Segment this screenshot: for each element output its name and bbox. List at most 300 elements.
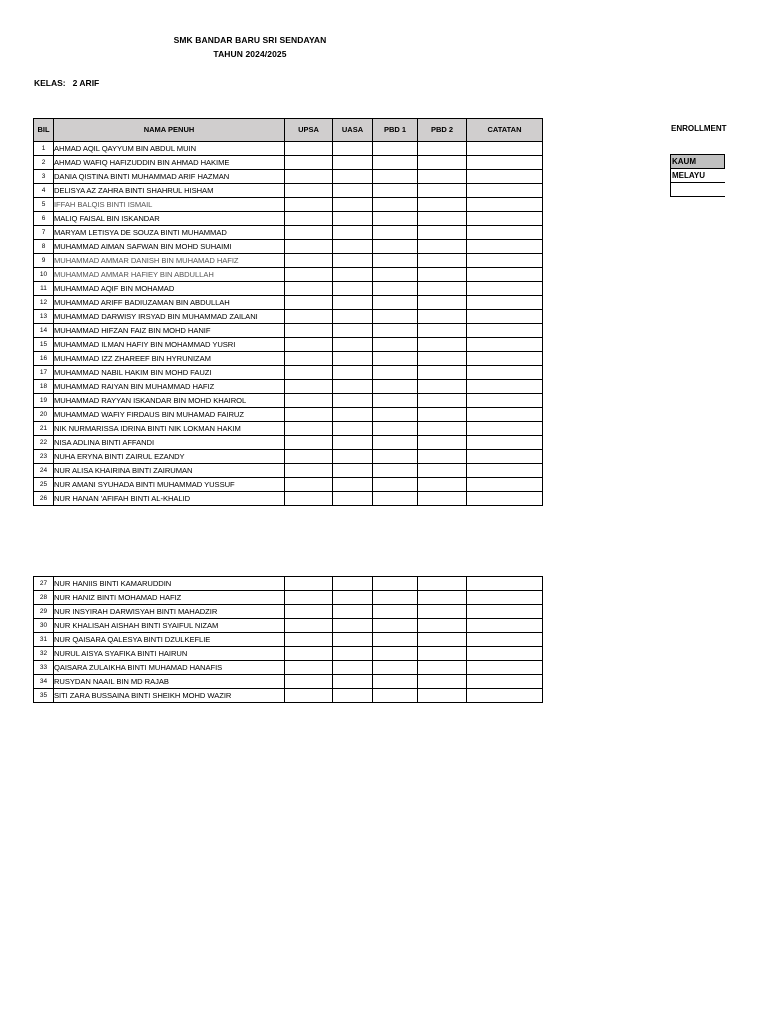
score-cell-pbd1[interactable]	[373, 394, 418, 408]
score-cell-pbd2[interactable]	[418, 408, 467, 422]
score-cell-uasa[interactable]	[333, 184, 373, 198]
table-row	[34, 478, 543, 492]
score-cell-pbd1[interactable]	[373, 675, 418, 689]
catatan-cell[interactable]	[467, 478, 543, 492]
score-cell-pbd2[interactable]	[418, 366, 467, 380]
row-number: 5	[34, 198, 54, 212]
score-cell-pbd1[interactable]	[373, 689, 418, 703]
score-cell-pbd2[interactable]	[418, 633, 467, 647]
score-cell-uasa[interactable]	[333, 450, 373, 464]
student-name: NUR ALISA KHAIRINA BINTI ZAIRUMAN	[54, 464, 285, 478]
row-number: 23	[34, 450, 54, 464]
score-cell-uasa[interactable]	[333, 408, 373, 422]
score-cell-pbd1[interactable]	[373, 324, 418, 338]
score-cell-pbd1[interactable]	[373, 591, 418, 605]
score-cell-upsa[interactable]	[285, 254, 333, 268]
score-cell-pbd2[interactable]	[418, 492, 467, 506]
row-number: 33	[34, 661, 54, 675]
catatan-cell[interactable]	[467, 296, 543, 310]
score-cell-uasa[interactable]	[333, 478, 373, 492]
header-upsa: UPSA	[285, 119, 333, 142]
score-cell-upsa[interactable]	[285, 156, 333, 170]
row-number: 14	[34, 324, 54, 338]
score-cell-pbd1[interactable]	[373, 478, 418, 492]
class-label-key: KELAS:	[34, 78, 66, 88]
score-cell-pbd2[interactable]	[418, 661, 467, 675]
row-number: 20	[34, 408, 54, 422]
score-cell-upsa[interactable]	[285, 338, 333, 352]
student-name: NISA ADLINA BINTI AFFANDI	[54, 436, 285, 450]
score-cell-uasa[interactable]	[333, 647, 373, 661]
score-cell-upsa[interactable]	[285, 464, 333, 478]
student-name: MARYAM LETISYA DE SOUZA BINTI MUHAMMAD	[54, 226, 285, 240]
score-cell-uasa[interactable]	[333, 591, 373, 605]
score-cell-uasa[interactable]	[333, 240, 373, 254]
row-number: 29	[34, 605, 54, 619]
score-cell-uasa[interactable]	[333, 352, 373, 366]
table-row	[34, 380, 543, 394]
table-row	[34, 436, 543, 450]
catatan-cell[interactable]	[467, 352, 543, 366]
table-row	[34, 464, 543, 478]
score-cell-uasa[interactable]	[333, 380, 373, 394]
student-name: MUHAMMAD AMMAR DANISH BIN MUHAMAD HAFIZ	[54, 254, 285, 268]
catatan-cell[interactable]	[467, 324, 543, 338]
row-number: 30	[34, 619, 54, 633]
row-number: 18	[34, 380, 54, 394]
student-name: NUR HANIZ BINTI MOHAMAD HAFIZ	[54, 591, 285, 605]
score-cell-pbd2[interactable]	[418, 184, 467, 198]
score-cell-pbd2[interactable]	[418, 296, 467, 310]
enrollment-header-kaum: KAUM	[671, 155, 725, 169]
school-title: SMK BANDAR BARU SRI SENDAYAN	[173, 35, 327, 45]
score-cell-pbd2[interactable]	[418, 156, 467, 170]
table-row	[34, 212, 543, 226]
row-number: 1	[34, 142, 54, 156]
catatan-cell[interactable]	[467, 240, 543, 254]
table-row	[34, 591, 543, 605]
row-number: 12	[34, 296, 54, 310]
catatan-cell[interactable]	[467, 408, 543, 422]
student-name: MUHAMMAD RAYYAN ISKANDAR BIN MOHD KHAIROL	[54, 394, 285, 408]
enrollment-table	[670, 154, 725, 197]
catatan-cell[interactable]	[467, 605, 543, 619]
row-number: 9	[34, 254, 54, 268]
row-number: 21	[34, 422, 54, 436]
score-cell-upsa[interactable]	[285, 591, 333, 605]
row-number: 35	[34, 689, 54, 703]
score-cell-uasa[interactable]	[333, 254, 373, 268]
student-name: SITI ZARA BUSSAINA BINTI SHEIKH MOHD WAZIR	[54, 689, 285, 703]
table-row	[34, 647, 543, 661]
score-cell-upsa[interactable]	[285, 142, 333, 156]
score-cell-pbd2[interactable]	[418, 619, 467, 633]
score-cell-pbd1[interactable]	[373, 633, 418, 647]
score-cell-pbd2[interactable]	[418, 689, 467, 703]
score-cell-uasa[interactable]	[333, 619, 373, 633]
table-row	[34, 310, 543, 324]
score-cell-pbd1[interactable]	[373, 142, 418, 156]
table-row	[34, 492, 543, 506]
score-cell-uasa[interactable]	[333, 170, 373, 184]
score-cell-pbd1[interactable]	[373, 408, 418, 422]
row-number: 34	[34, 675, 54, 689]
enrollment-empty-cell	[671, 183, 725, 197]
row-number: 31	[34, 633, 54, 647]
score-cell-uasa[interactable]	[333, 577, 373, 591]
score-cell-pbd2[interactable]	[418, 577, 467, 591]
catatan-cell[interactable]	[467, 254, 543, 268]
score-cell-uasa[interactable]	[333, 675, 373, 689]
row-number: 8	[34, 240, 54, 254]
score-cell-pbd2[interactable]	[418, 212, 467, 226]
score-cell-pbd2[interactable]	[418, 675, 467, 689]
catatan-cell[interactable]	[467, 142, 543, 156]
table-row	[34, 170, 543, 184]
catatan-cell[interactable]	[467, 338, 543, 352]
student-name: MUHAMMAD ARIFF BADIUZAMAN BIN ABDULLAH	[54, 296, 285, 310]
table-row	[34, 142, 543, 156]
score-cell-upsa[interactable]	[285, 394, 333, 408]
row-number: 19	[34, 394, 54, 408]
score-cell-pbd2[interactable]	[418, 422, 467, 436]
score-cell-pbd2[interactable]	[418, 268, 467, 282]
score-cell-upsa[interactable]	[285, 324, 333, 338]
score-cell-pbd1[interactable]	[373, 184, 418, 198]
score-cell-upsa[interactable]	[285, 436, 333, 450]
header-pbd2: PBD 2	[418, 119, 467, 142]
row-number: 27	[34, 577, 54, 591]
table-row	[34, 198, 543, 212]
score-cell-upsa[interactable]	[285, 492, 333, 506]
score-cell-upsa[interactable]	[285, 184, 333, 198]
class-label-value: 2 ARIF	[72, 78, 100, 88]
score-cell-uasa[interactable]	[333, 324, 373, 338]
student-name: MUHAMMAD IZZ ZHAREEF BIN HYRUNIZAM	[54, 352, 285, 366]
row-number: 13	[34, 310, 54, 324]
score-cell-uasa[interactable]	[333, 338, 373, 352]
score-cell-pbd2[interactable]	[418, 310, 467, 324]
score-cell-upsa[interactable]	[285, 577, 333, 591]
score-cell-pbd1[interactable]	[373, 198, 418, 212]
catatan-cell[interactable]	[467, 661, 543, 675]
score-cell-upsa[interactable]	[285, 661, 333, 675]
score-cell-uasa[interactable]	[333, 310, 373, 324]
score-cell-pbd1[interactable]	[373, 226, 418, 240]
score-cell-pbd1[interactable]	[373, 170, 418, 184]
enrollment-value-melayu: MELAYU	[671, 169, 725, 183]
row-number: 22	[34, 436, 54, 450]
score-cell-pbd2[interactable]	[418, 198, 467, 212]
catatan-cell[interactable]	[467, 647, 543, 661]
score-cell-uasa[interactable]	[333, 198, 373, 212]
row-number: 15	[34, 338, 54, 352]
score-cell-uasa[interactable]	[333, 268, 373, 282]
table-row	[34, 605, 543, 619]
score-cell-uasa[interactable]	[333, 605, 373, 619]
student-name: MUHAMMAD DARWISY IRSYAD BIN MUHAMMAD ZAILANI	[54, 310, 285, 324]
score-cell-pbd1[interactable]	[373, 338, 418, 352]
score-cell-upsa[interactable]	[285, 212, 333, 226]
score-cell-uasa[interactable]	[333, 436, 373, 450]
score-cell-pbd1[interactable]	[373, 268, 418, 282]
table-row	[34, 240, 543, 254]
score-cell-pbd1[interactable]	[373, 605, 418, 619]
score-cell-uasa[interactable]	[333, 492, 373, 506]
student-name: DELISYA AZ ZAHRA BINTI SHAHRUL HISHAM	[54, 184, 285, 198]
table-row	[34, 226, 543, 240]
score-cell-upsa[interactable]	[285, 422, 333, 436]
score-cell-upsa[interactable]	[285, 619, 333, 633]
row-number: 28	[34, 591, 54, 605]
score-cell-uasa[interactable]	[333, 394, 373, 408]
catatan-cell[interactable]	[467, 492, 543, 506]
score-cell-uasa[interactable]	[333, 464, 373, 478]
score-cell-upsa[interactable]	[285, 240, 333, 254]
score-cell-pbd2[interactable]	[418, 436, 467, 450]
catatan-cell[interactable]	[467, 170, 543, 184]
student-name: MUHAMMAD AIMAN SAFWAN BIN MOHD SUHAIMI	[54, 240, 285, 254]
catatan-cell[interactable]	[467, 310, 543, 324]
student-name: NUR INSYIRAH DARWISYAH BINTI MAHADZIR	[54, 605, 285, 619]
score-cell-upsa[interactable]	[285, 310, 333, 324]
student-name: QAISARA ZULAIKHA BINTI MUHAMAD HANAFIS	[54, 661, 285, 675]
table-row	[34, 338, 543, 352]
table-row	[34, 254, 543, 268]
table-row	[34, 324, 543, 338]
student-name: NUR HANAN 'AFIFAH BINTI AL-KHALID	[54, 492, 285, 506]
header-uasa: UASA	[333, 119, 373, 142]
catatan-cell[interactable]	[467, 633, 543, 647]
score-cell-pbd1[interactable]	[373, 310, 418, 324]
catatan-cell[interactable]	[467, 156, 543, 170]
score-cell-pbd1[interactable]	[373, 577, 418, 591]
row-number: 17	[34, 366, 54, 380]
header-pbd1: PBD 1	[373, 119, 418, 142]
score-cell-pbd1[interactable]	[373, 212, 418, 226]
student-name: NUR AMANI SYUHADA BINTI MUHAMMAD YUSSUF	[54, 478, 285, 492]
row-number: 16	[34, 352, 54, 366]
class-label	[34, 78, 99, 88]
student-name: DANIA QISTINA BINTI MUHAMMAD ARIF HAZMAN	[54, 170, 285, 184]
score-cell-pbd1[interactable]	[373, 647, 418, 661]
student-name: NUR HANIIS BINTI KAMARUDDIN	[54, 577, 285, 591]
score-cell-upsa[interactable]	[285, 408, 333, 422]
catatan-cell[interactable]	[467, 436, 543, 450]
table-row	[34, 282, 543, 296]
score-cell-pbd2[interactable]	[418, 226, 467, 240]
score-cell-upsa[interactable]	[285, 352, 333, 366]
catatan-cell[interactable]	[467, 675, 543, 689]
score-cell-pbd2[interactable]	[418, 352, 467, 366]
catatan-cell[interactable]	[467, 282, 543, 296]
student-name: IFFAH BALQIS BINTI ISMAIL	[54, 198, 285, 212]
catatan-cell[interactable]	[467, 226, 543, 240]
table-row	[34, 577, 543, 591]
student-name: MUHAMMAD AMMAR HAFIEY BIN ABDULLAH	[54, 268, 285, 282]
student-name: RUSYDAN NAAIL BIN MD RAJAB	[54, 675, 285, 689]
score-cell-pbd1[interactable]	[373, 436, 418, 450]
catatan-cell[interactable]	[467, 450, 543, 464]
row-number: 11	[34, 282, 54, 296]
table-row	[34, 184, 543, 198]
table-row	[34, 661, 543, 675]
score-cell-pbd1[interactable]	[373, 661, 418, 675]
score-cell-pbd2[interactable]	[418, 478, 467, 492]
student-name: MUHAMMAD NABIL HAKIM BIN MOHD FAUZI	[54, 366, 285, 380]
table-row	[34, 268, 543, 282]
score-cell-uasa[interactable]	[333, 689, 373, 703]
score-cell-upsa[interactable]	[285, 170, 333, 184]
table-row	[34, 394, 543, 408]
catatan-cell[interactable]	[467, 619, 543, 633]
score-cell-upsa[interactable]	[285, 605, 333, 619]
score-cell-upsa[interactable]	[285, 296, 333, 310]
catatan-cell[interactable]	[467, 366, 543, 380]
table-row	[34, 156, 543, 170]
table-row	[34, 633, 543, 647]
catatan-cell[interactable]	[467, 268, 543, 282]
table-row	[34, 689, 543, 703]
student-name: MUHAMMAD RAIYAN BIN MUHAMMAD HAFIZ	[54, 380, 285, 394]
score-cell-upsa[interactable]	[285, 366, 333, 380]
score-cell-upsa[interactable]	[285, 689, 333, 703]
catatan-cell[interactable]	[467, 577, 543, 591]
row-number: 32	[34, 647, 54, 661]
catatan-cell[interactable]	[467, 394, 543, 408]
score-cell-uasa[interactable]	[333, 661, 373, 675]
student-table-page-2	[33, 576, 543, 703]
student-name: AHMAD WAFIQ HAFIZUDDIN BIN AHMAD HAKIME	[54, 156, 285, 170]
catatan-cell[interactable]	[467, 689, 543, 703]
score-cell-uasa[interactable]	[333, 366, 373, 380]
academic-year: TAHUN 2024/2025	[213, 49, 287, 59]
score-cell-uasa[interactable]	[333, 226, 373, 240]
score-cell-pbd2[interactable]	[418, 647, 467, 661]
score-cell-upsa[interactable]	[285, 268, 333, 282]
catatan-cell[interactable]	[467, 591, 543, 605]
score-cell-upsa[interactable]	[285, 478, 333, 492]
student-name: NUR KHALISAH AISHAH BINTI SYAIFUL NIZAM	[54, 619, 285, 633]
row-number: 24	[34, 464, 54, 478]
table-row	[34, 619, 543, 633]
score-cell-upsa[interactable]	[285, 647, 333, 661]
table-row	[34, 366, 543, 380]
row-number: 3	[34, 170, 54, 184]
score-cell-pbd1[interactable]	[373, 492, 418, 506]
catatan-cell[interactable]	[467, 212, 543, 226]
student-name: NIK NURMARISSA IDRINA BINTI NIK LOKMAN HAKIM	[54, 422, 285, 436]
score-cell-upsa[interactable]	[285, 282, 333, 296]
table-row	[34, 352, 543, 366]
score-cell-pbd1[interactable]	[373, 619, 418, 633]
student-name: AHMAD AQIL QAYYUM BIN ABDUL MUIN	[54, 142, 285, 156]
score-cell-upsa[interactable]	[285, 633, 333, 647]
score-cell-upsa[interactable]	[285, 450, 333, 464]
score-cell-upsa[interactable]	[285, 675, 333, 689]
table-row	[34, 296, 543, 310]
table-row	[34, 408, 543, 422]
score-cell-pbd1[interactable]	[373, 282, 418, 296]
catatan-cell[interactable]	[467, 464, 543, 478]
score-cell-uasa[interactable]	[333, 142, 373, 156]
header-name: NAMA PENUH	[54, 119, 285, 142]
student-name: NUHA ERYNA BINTI ZAIRUL EZANDY	[54, 450, 285, 464]
enrollment-label: ENROLLMENT	[671, 124, 727, 133]
score-cell-uasa[interactable]	[333, 296, 373, 310]
table-header-row	[34, 119, 543, 142]
score-cell-pbd2[interactable]	[418, 324, 467, 338]
table-row	[34, 450, 543, 464]
student-name: MALIQ FAISAL BIN ISKANDAR	[54, 212, 285, 226]
score-cell-uasa[interactable]	[333, 212, 373, 226]
student-name: MUHAMMAD HIFZAN FAIZ BIN MOHD HANIF	[54, 324, 285, 338]
row-number: 25	[34, 478, 54, 492]
score-cell-pbd1[interactable]	[373, 464, 418, 478]
score-cell-pbd2[interactable]	[418, 380, 467, 394]
score-cell-pbd2[interactable]	[418, 254, 467, 268]
header-bil: BIL	[34, 119, 54, 142]
score-cell-pbd2[interactable]	[418, 464, 467, 478]
score-cell-uasa[interactable]	[333, 633, 373, 647]
score-cell-pbd1[interactable]	[373, 422, 418, 436]
score-cell-pbd1[interactable]	[373, 296, 418, 310]
score-cell-upsa[interactable]	[285, 380, 333, 394]
score-cell-pbd2[interactable]	[418, 450, 467, 464]
catatan-cell[interactable]	[467, 422, 543, 436]
table-row	[34, 422, 543, 436]
score-cell-upsa[interactable]	[285, 198, 333, 212]
score-cell-pbd2[interactable]	[418, 591, 467, 605]
student-name: MUHAMMAD ILMAN HAFIY BIN MOHAMMAD YUSRI	[54, 338, 285, 352]
score-cell-pbd1[interactable]	[373, 380, 418, 394]
student-name: NURUL AISYA SYAFIKA BINTI HAIRUN	[54, 647, 285, 661]
catatan-cell[interactable]	[467, 380, 543, 394]
catatan-cell[interactable]	[467, 198, 543, 212]
score-cell-pbd1[interactable]	[373, 240, 418, 254]
score-cell-uasa[interactable]	[333, 422, 373, 436]
score-cell-pbd2[interactable]	[418, 282, 467, 296]
score-cell-pbd2[interactable]	[418, 170, 467, 184]
score-cell-pbd2[interactable]	[418, 240, 467, 254]
row-number: 6	[34, 212, 54, 226]
score-cell-uasa[interactable]	[333, 282, 373, 296]
row-number: 26	[34, 492, 54, 506]
score-cell-pbd1[interactable]	[373, 254, 418, 268]
row-number: 4	[34, 184, 54, 198]
score-cell-pbd2[interactable]	[418, 142, 467, 156]
score-cell-pbd1[interactable]	[373, 156, 418, 170]
score-cell-pbd2[interactable]	[418, 338, 467, 352]
row-number: 2	[34, 156, 54, 170]
student-name: MUHAMMAD AQIF BIN MOHAMAD	[54, 282, 285, 296]
student-name: NUR QAISARA QALESYA BINTI DZULKEFLIE	[54, 633, 285, 647]
score-cell-pbd2[interactable]	[418, 394, 467, 408]
table-row	[34, 675, 543, 689]
score-cell-uasa[interactable]	[333, 156, 373, 170]
student-table-page-1	[33, 118, 543, 506]
student-name: MUHAMMAD WAFIY FIRDAUS BIN MUHAMAD FAIRUZ	[54, 408, 285, 422]
score-cell-pbd2[interactable]	[418, 605, 467, 619]
row-number: 10	[34, 268, 54, 282]
header-catatan: CATATAN	[467, 119, 543, 142]
row-number: 7	[34, 226, 54, 240]
score-cell-upsa[interactable]	[285, 226, 333, 240]
score-cell-pbd1[interactable]	[373, 366, 418, 380]
score-cell-pbd1[interactable]	[373, 352, 418, 366]
score-cell-pbd1[interactable]	[373, 450, 418, 464]
catatan-cell[interactable]	[467, 184, 543, 198]
